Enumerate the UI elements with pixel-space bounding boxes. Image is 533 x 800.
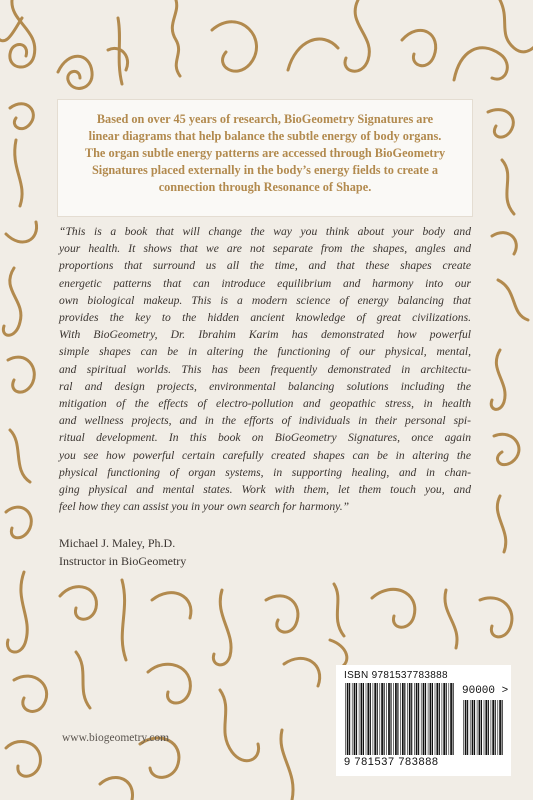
blurb-line: The organ subtle energy patterns are accessed through BioGeometry bbox=[84, 146, 446, 160]
quote-line: ging physical and mental states. Work with them, let them touch you, and bbox=[59, 483, 471, 497]
quote-line: With BioGeometry, Dr. Ibrahim Karim has demonstrated how powerful bbox=[59, 328, 471, 342]
quote-line: and spiritual worlds. This has been frequently demonstrated in architectu- bbox=[59, 362, 471, 376]
quote-line: ritual development. In this book on BioGeometry Signatures, once again bbox=[59, 431, 471, 445]
quote-line: you see how powerful certain carefully created shapes can be in altering the bbox=[59, 448, 471, 462]
quote-line: physical functioning of organ systems, in supporting healing, and in chan- bbox=[59, 465, 471, 479]
isbn-label: ISBN 9781537783888 bbox=[344, 670, 448, 681]
quote-line: proportions that surround us all the time, and that these shapes create bbox=[59, 259, 471, 273]
quote-line: own biological makeup. This is a modern science of energy balancing that bbox=[59, 293, 471, 307]
quote-line: your health. It shows that we are not separate from the shapes, angles and bbox=[59, 242, 471, 256]
price-code: 90000 > bbox=[462, 685, 509, 697]
quote-line: feel how they can assist you in your own search for harmony.” bbox=[59, 500, 350, 514]
quote-line: simple shapes can be in altering the functioning of our physical, mental, bbox=[59, 345, 471, 359]
blurb-box bbox=[57, 99, 473, 217]
author-title: Instructor in BioGeometry bbox=[59, 554, 187, 568]
blurb-line: Signatures placed externally in the body’s energy fields to create a bbox=[91, 163, 439, 177]
quote-line: provides the key to the hidden ancient knowledge of great civilizations. bbox=[59, 311, 471, 325]
website-url: www.biogeometry.com bbox=[62, 732, 170, 744]
quote-line: ral and design projects, environmental balancing solutions including the bbox=[59, 379, 471, 393]
author-name: Michael J. Maley, Ph.D. bbox=[59, 536, 176, 550]
isbn-barcode bbox=[336, 665, 511, 776]
quote-line: “This is a book that will change the way you think about your body and bbox=[59, 225, 471, 238]
barcode-addon-bars bbox=[462, 700, 504, 755]
barcode-digits: 9 781537 783888 bbox=[344, 756, 439, 768]
blurb-line: linear diagrams that help balance the subtle energy of body organs. bbox=[88, 129, 442, 143]
author-credit bbox=[59, 534, 186, 570]
blurb-line: Based on over 45 years of research, BioGeometry Signatures are bbox=[96, 112, 434, 126]
quote-line: and wellness projects, and in the efforts of individuals in their personal spi- bbox=[59, 414, 471, 428]
quote-line: energetic patterns that can introduce equilibrium and harmony into our bbox=[59, 276, 471, 290]
blurb-line: connection through Resonance of Shape. bbox=[158, 180, 372, 194]
quote-line: mitigation of the effects of electro-pollution and geopathic stress, in health bbox=[59, 397, 471, 411]
testimonial-quote bbox=[59, 223, 471, 515]
barcode-bars bbox=[344, 683, 456, 755]
